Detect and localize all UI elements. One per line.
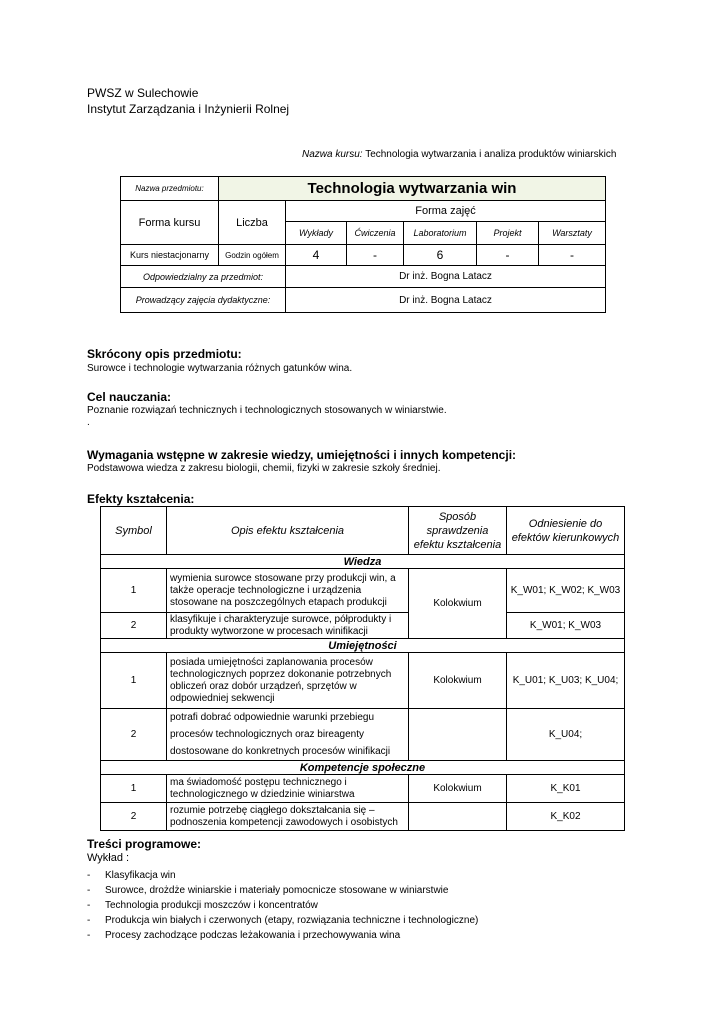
table-row-method: Kolokwium — [409, 775, 507, 803]
hours-project: - — [477, 245, 539, 266]
course-name-line — [302, 149, 616, 160]
table-row-description: klasyfikuje i charakteryzuje surowce, półprodukty i produkty wytworzone w procesach winifikacji — [167, 613, 409, 639]
table-row-description: rozumie potrzebę ciągłego dokształcania się – podnoszenia kompetencji zawodowych i osobistych — [167, 803, 409, 831]
hours-exercises: - — [347, 245, 404, 266]
goal-dot: . — [87, 417, 90, 428]
col-symbol: Symbol — [101, 507, 167, 555]
table-row-symbol: 1 — [101, 653, 167, 709]
class-type-workshop: Warsztaty — [539, 222, 606, 245]
lecturer-label: Prowadzący zajęcia dydaktyczne: — [121, 288, 286, 313]
table-row-symbol: 1 — [101, 775, 167, 803]
table-row-description: posiada umiejętności zaplanowania procesów technologicznych poprzez dokonanie potrzebnych obliczeń oraz dobór urządzeń, sprzętów w odpowiedniej sekwencji — [167, 653, 409, 709]
lecture-label: Wykład : — [87, 852, 130, 864]
goal-text: Poznanie rozwiązań technicznych i technologicznych stosowanych w winiarstwie. — [87, 405, 447, 416]
classes-label: Forma zajęć — [286, 201, 606, 222]
list-item: - Produkcja win białych i czerwonych (etapy, rozwiązania techniczne i technologiczne) — [87, 915, 479, 926]
lecturer-person: Dr inż. Bogna Latacz — [286, 288, 606, 313]
col-reference: Odniesienie do efektów kierunkowych — [507, 507, 625, 555]
list-item: - Technologia produkcji moszczów i koncentratów — [87, 900, 318, 911]
category-social: Kompetencje społeczne — [101, 761, 625, 775]
table-row-reference: K_U04; — [507, 709, 625, 761]
effects-title: Efekty kształcenia: — [87, 492, 195, 506]
list-item: - Surowce, drożdże winiarskie i materiały pomocnicze stosowane w winiarstwie — [87, 885, 449, 896]
table-row-reference: K_K01 — [507, 775, 625, 803]
institution-name: PWSZ w Sulechowie — [87, 86, 199, 100]
course-type: Kurs niestacjonarny — [121, 245, 219, 266]
subject-label: Nazwa przedmiotu: — [121, 177, 219, 201]
table-row-symbol: 1 — [101, 569, 167, 613]
count-label: Liczba — [219, 201, 286, 245]
class-type-lecture: Wykłady — [286, 222, 347, 245]
col-method: Sposób sprawdzenia efektu kształcenia — [409, 507, 507, 555]
program-list — [87, 868, 478, 943]
hours-label: Godzin ogółem — [219, 245, 286, 266]
requirements-text: Podstawowa wiedza z zakresu biologii, chemii, fizyki w zakresie szkoły średniej. — [87, 463, 441, 474]
requirements-title: Wymagania wstępne w zakresie wiedzy, umiejętności i innych kompetencji: — [87, 448, 517, 462]
table-row-method: Kolokwium — [409, 653, 507, 709]
responsible-label: Odpowiedzialny za przedmiot: — [121, 266, 286, 288]
table-row-description: ma świadomość postępu technicznego i technologicznego w dziedzinie winiarstwa — [167, 775, 409, 803]
course-name: Technologia wytwarzania i analiza produktów winiarskich — [365, 149, 617, 160]
class-type-lab: Laboratorium — [404, 222, 477, 245]
program-title: Treści programowe: — [87, 837, 202, 851]
list-item: - Procesy zachodzące podczas leżakowania i przechowywania wina — [87, 930, 401, 941]
col-description: Opis efektu kształcenia — [167, 507, 409, 555]
table-row-method: Kolokwium — [409, 569, 507, 639]
table-row-reference: K_W01; K_W03 — [507, 613, 625, 639]
table-row-reference: K_K02 — [507, 803, 625, 831]
institute-name: Instytut Zarządzania i Inżynierii Rolnej — [87, 102, 290, 116]
table-row-symbol: 2 — [101, 613, 167, 639]
table-row-method-empty — [409, 803, 507, 831]
form-label: Forma kursu — [121, 201, 219, 245]
responsible-person: Dr inż. Bogna Latacz — [286, 266, 606, 288]
course-name-label: Nazwa kursu: — [302, 149, 363, 160]
short-desc-title: Skrócony opis przedmiotu: — [87, 347, 242, 361]
table-row-method-empty — [409, 709, 507, 761]
course-table — [120, 176, 606, 313]
short-desc-text: Surowce i technologie wytwarzania różnych gatunków wina. — [87, 363, 353, 374]
goal-title: Cel nauczania: — [87, 390, 172, 404]
hours-lecture: 4 — [286, 245, 347, 266]
effects-table — [100, 506, 625, 831]
table-row-symbol: 2 — [101, 803, 167, 831]
table-row-reference: K_W01; K_W02; K_W03 — [507, 569, 625, 613]
table-row-reference: K_U01; K_U03; K_U04; — [507, 653, 625, 709]
category-skills: Umiejętności — [101, 639, 625, 653]
class-type-exercises: Ćwiczenia — [347, 222, 404, 245]
table-row-symbol: 2 — [101, 709, 167, 761]
table-row-description: potrafi dobrać odpowiednie warunki przebiegu procesów technologicznych oraz bireagenty dostosowane do konkretnych procesów winifikacji — [167, 709, 409, 761]
hours-lab: 6 — [404, 245, 477, 266]
subject-title: Technologia wytwarzania win — [219, 177, 606, 201]
category-knowledge: Wiedza — [101, 555, 625, 569]
hours-workshop: - — [539, 245, 606, 266]
list-item: - Klasyfikacja win — [87, 870, 176, 881]
table-row-description: wymienia surowce stosowane przy produkcji win, a także operacje technologiczne i urządzenia stosowane na poszczególnych etapach produkcji — [167, 569, 409, 613]
class-type-project: Projekt — [477, 222, 539, 245]
